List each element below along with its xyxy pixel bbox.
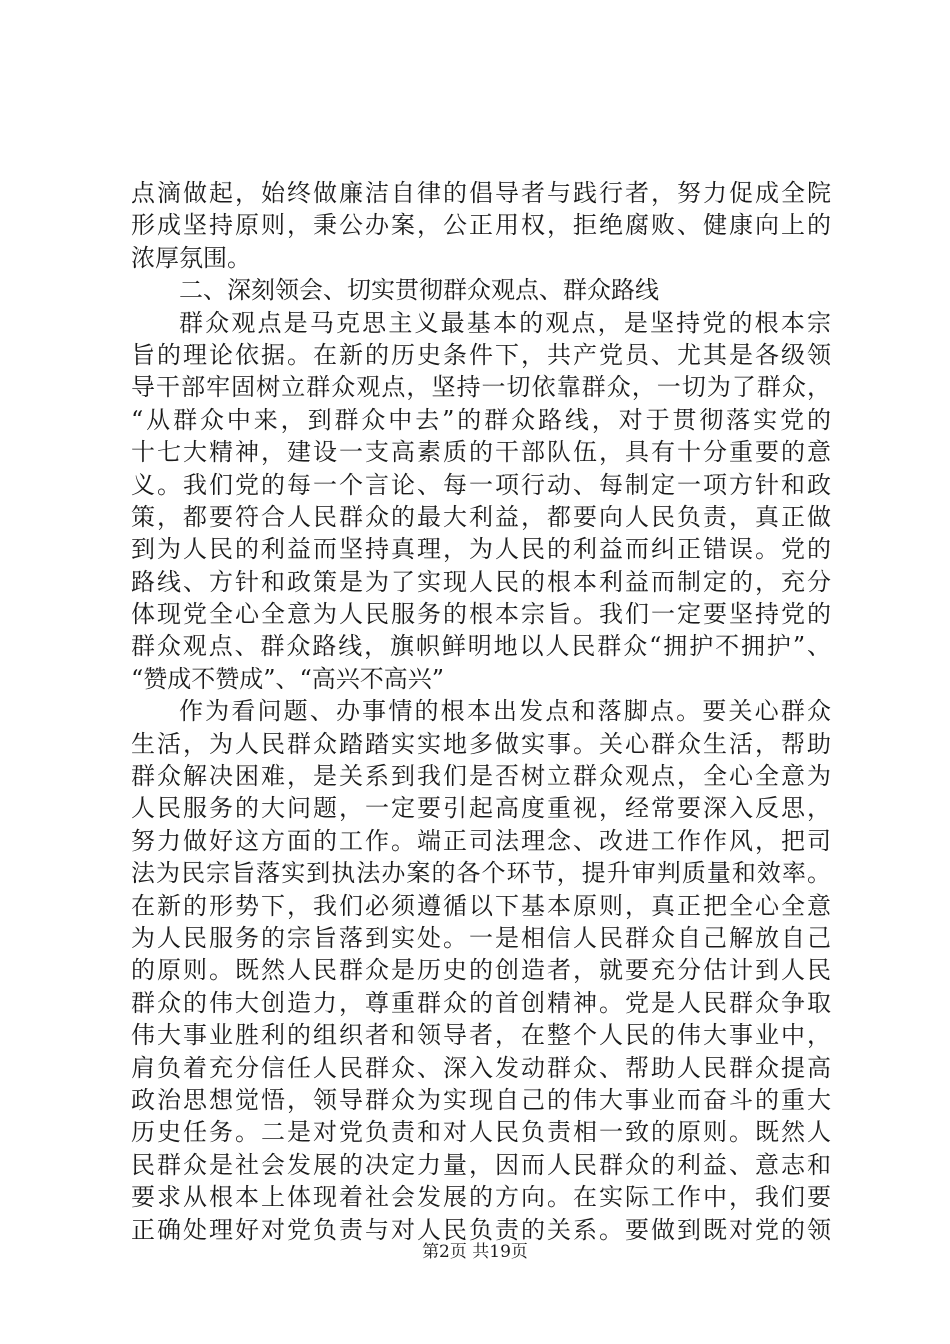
text-line: 法为民宗旨落实到执法办案的各个环节，提升审判质量和效率。 xyxy=(131,859,831,888)
body-text xyxy=(131,177,831,1246)
text-line: 努力做好这方面的工作。端正司法理念、改进工作作风，把司 xyxy=(131,826,831,855)
text-line: 群众观点是马克思主义最基本的观点，是坚持党的根本宗 xyxy=(179,308,831,337)
text-line: 在新的形势下，我们必须遵循以下基本原则，真正把全心全意 xyxy=(131,891,831,920)
text-line: 路线、方针和政策是为了实现人民的根本利益而制定的，充分 xyxy=(131,567,831,596)
text-line: 作为看问题、办事情的根本出发点和落脚点。要关心群众 xyxy=(179,697,831,726)
text-line: 十七大精神，建设一支高素质的干部队伍，具有十分重要的意 xyxy=(131,438,831,467)
text-line: 正确处理好对党负责与对人民负责的关系。要做到既对党的领 xyxy=(131,1215,831,1244)
text-line: 导干部牢固树立群众观点，坚持一切依靠群众，一切为了群众， xyxy=(131,373,831,402)
text-line: 体现党全心全意为人民服务的根本宗旨。我们一定要坚持党的 xyxy=(131,600,831,629)
text-line: 浓厚氛围。 xyxy=(131,243,251,272)
text-line: 策，都要符合人民群众的最大利益，都要向人民负责，真正做 xyxy=(131,502,831,531)
text-line: 伟大事业胜利的组织者和领导者，在整个人民的伟大事业中， xyxy=(131,1021,831,1050)
text-line: 群众的伟大创造力，尊重群众的首创精神。党是人民群众争取 xyxy=(131,988,831,1017)
text-line: “赞成不赞成”、“高兴不高兴” xyxy=(131,664,445,693)
text-line: 要求从根本上体现着社会发展的方向。在实际工作中，我们要 xyxy=(131,1183,831,1212)
text-line: 群众解决困难，是关系到我们是否树立群众观点，全心全意为 xyxy=(131,762,831,791)
text-line: 肩负着充分信任人民群众、深入发动群众、帮助人民群众提高 xyxy=(131,1053,831,1082)
text-line: 形成坚持原则，秉公办案，公正用权，拒绝腐败、健康向上的 xyxy=(131,211,831,240)
page-footer: 第2页 共19页 xyxy=(422,1242,528,1262)
text-line: 的原则。既然人民群众是历史的创造者，就要充分估计到人民 xyxy=(131,956,831,985)
text-line: 为人民服务的宗旨落到实处。一是相信人民群众自己解放自己 xyxy=(131,923,831,952)
text-line: 民群众是社会发展的决定力量，因而人民群众的利益、意志和 xyxy=(131,1150,831,1179)
text-line: 群众观点、群众路线，旗帜鲜明地以人民群众“拥护不拥护”、 xyxy=(131,632,831,661)
text-line: 旨的理论依据。在新的历史条件下，共产党员、尤其是各级领 xyxy=(131,340,831,369)
text-line: 到为人民的利益而坚持真理，为人民的利益而纠正错误。党的 xyxy=(131,535,831,564)
text-line: 生活，为人民群众踏踏实实地多做实事。关心群众生活，帮助 xyxy=(131,729,831,758)
text-line: 政治思想觉悟，领导群众为实现自己的伟大事业而奋斗的重大 xyxy=(131,1085,831,1114)
text-line: 人民服务的大问题，一定要引起高度重视，经常要深入反思， xyxy=(131,794,831,823)
text-line: “从群众中来，到群众中去”的群众路线，对于贯彻落实党的 xyxy=(131,405,831,434)
text-line: 义。我们党的每一个言论、每一项行动、每制定一项方针和政 xyxy=(131,470,831,499)
text-line: 历史任务。二是对党负责和对人民负责相一致的原则。既然人 xyxy=(131,1118,831,1147)
text-line: 二、深刻领会、切实贯彻群众观点、群众路线 xyxy=(179,276,659,305)
text-line: 点滴做起，始终做廉洁自律的倡导者与践行者，努力促成全院 xyxy=(131,179,831,207)
